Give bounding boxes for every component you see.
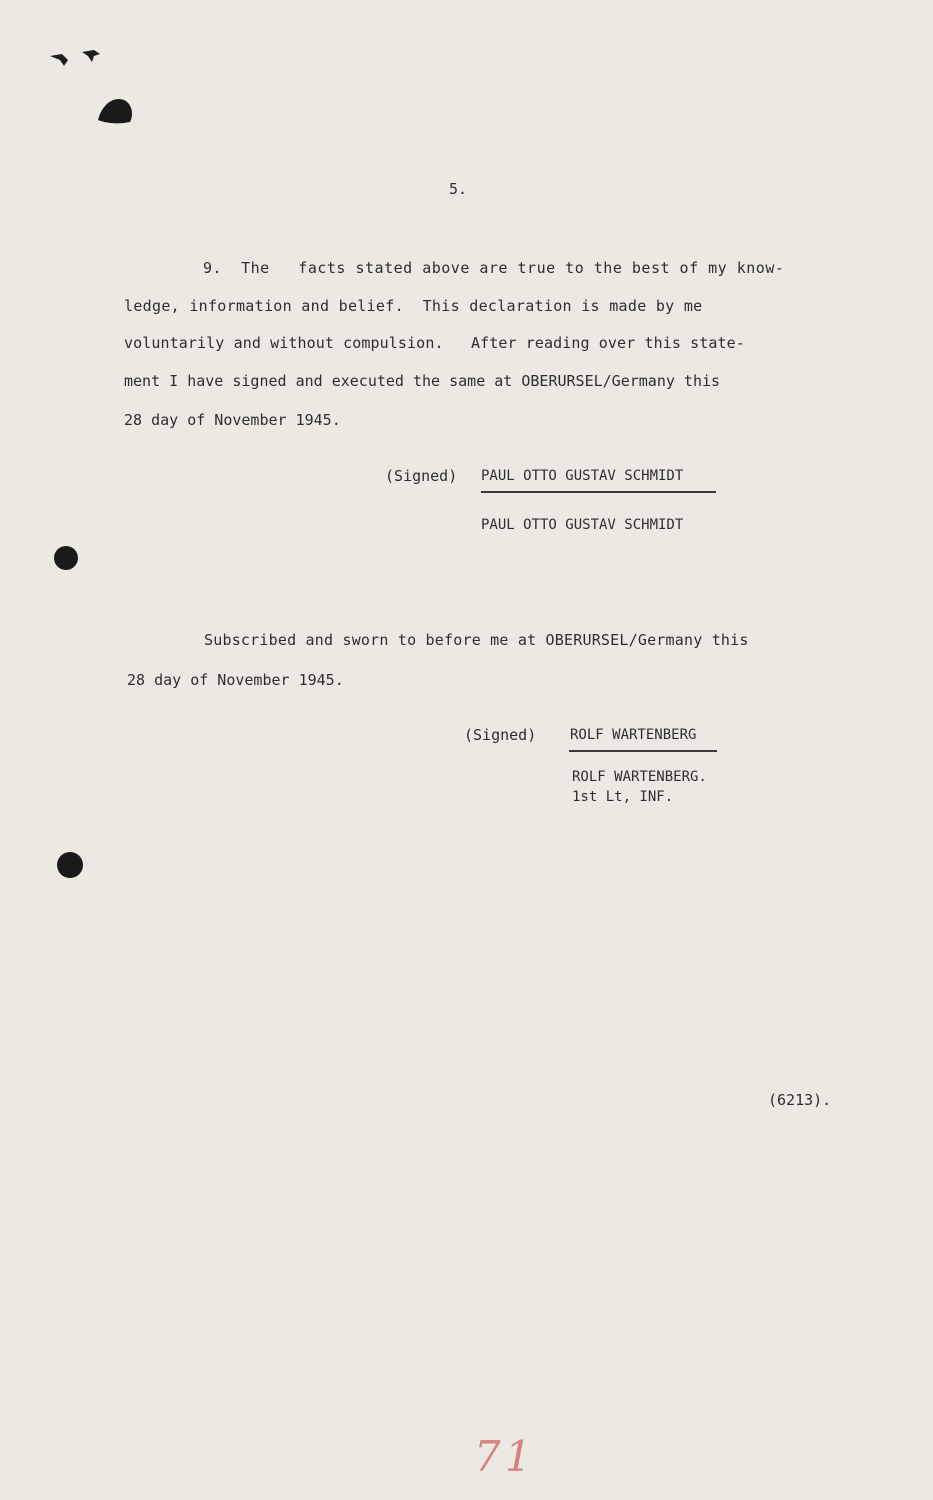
- signed-label: (Signed): [464, 726, 537, 744]
- typed-name: ROLF WARTENBERG.: [572, 769, 707, 785]
- signed-name: PAUL OTTO GUSTAV SCHMIDT: [481, 468, 684, 484]
- punch-hole-icon: [57, 852, 83, 878]
- jurat-line: Subscribed and sworn to before me at OBERURSEL/Germany this: [204, 631, 749, 649]
- officer-rank: 1st Lt, INF.: [572, 789, 674, 805]
- declaration-line: ledge, information and belief. This declaration is made by me: [124, 297, 703, 315]
- signed-label: (Signed): [385, 467, 458, 485]
- signature-line: [481, 491, 716, 493]
- torn-mark-icon: [48, 38, 110, 78]
- document-number: (6213).: [768, 1091, 832, 1109]
- declaration-line: voluntarily and without compulsion. After reading over this state-: [124, 334, 745, 352]
- jurat-line: 28 day of November 1945.: [127, 671, 344, 689]
- signature-line: [569, 750, 717, 752]
- signed-name: ROLF WARTENBERG: [570, 727, 697, 743]
- punch-hole-icon: [54, 546, 78, 570]
- typed-name: PAUL OTTO GUSTAV SCHMIDT: [481, 517, 684, 533]
- page-number: 5.: [449, 180, 468, 198]
- declaration-line: ment I have signed and executed the same at OBERURSEL/Germany this: [124, 372, 721, 390]
- handwritten-annotation: 71: [474, 1432, 536, 1481]
- declaration-line: 28 day of November 1945.: [124, 411, 341, 429]
- declaration-line: 9. The facts stated above are true to the best of my know-: [203, 259, 785, 277]
- punch-hole-icon: [94, 94, 144, 128]
